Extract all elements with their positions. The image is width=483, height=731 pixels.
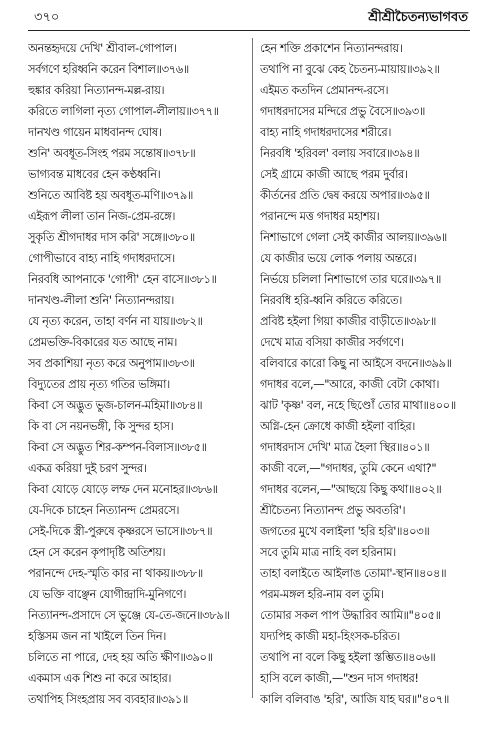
- right-column: [260, 38, 483, 710]
- verse-line: শুনি' অবধূত-সিংহ পরম সন্তোষ॥৩৭৮॥: [28, 146, 196, 160]
- verse-line: অনন্তহৃদয়ে দেখি' শ্রীবাল-গোপাল।: [28, 41, 177, 55]
- verse-line: সুকৃতি শ্রীগদাধর দাস করি' সঙ্গে॥৩৮০॥: [28, 230, 195, 244]
- verse-line: চলিতে না পারে, দেহ হয় অতি ক্ষীণ॥৩৯০॥: [28, 650, 213, 664]
- verse-line: গদাধর বলেন,—"আছয়ে কিছু কথা॥৪০২॥: [260, 482, 442, 496]
- verse-line: সর্বগণে হরিধ্বনি করেন বিশাল॥৩৭৬॥: [28, 62, 189, 76]
- verse-line: কালি বলিবাঙ 'হরি', আজি যাহ ঘর॥"৪০৭॥: [260, 692, 450, 706]
- verse-line: করিতে লাগিলা নৃত্য গোপাল-লীলায়॥৩৭৭॥: [28, 104, 219, 118]
- verse-line: গদাধরদাসের মন্দিরে প্রভু বৈসে॥৩৯৩॥: [260, 104, 425, 118]
- page-number: ৩৭০: [34, 10, 60, 25]
- verse-line: পরানন্দে মত্ত গদাধর মহাশয়।: [260, 209, 380, 223]
- verse-line: প্রেমভক্তি-বিকারের যত আছে নাম।: [28, 335, 177, 349]
- verse-line: যে ভক্তি বাঞ্ছেন যোগীন্দ্রাদি-মুনিগণে।: [28, 587, 187, 601]
- left-column: [28, 38, 256, 710]
- verse-line: কিবা সে অদ্ভুত ভুজ-চালন-মহিমা॥৩৮৪॥: [28, 398, 203, 412]
- verse-line: গদাধর বলে,—"আরে, কাজী বেটা কোথা।: [260, 377, 440, 391]
- verse-line: ভাগ্যবন্ত মাধবের হেন কণ্ঠধ্বনি।: [28, 167, 161, 181]
- verse-line: দানখণ্ড গায়েন মাধবানন্দ ঘোষ।: [28, 125, 162, 139]
- verse-line: সব প্রকাশিয়া নৃত্য করে অনুপাম॥৩৮৩॥: [28, 356, 195, 370]
- verse-line: হুঙ্কার করিয়া নিত্যানন্দ-মল্ল-রায়।: [28, 83, 165, 97]
- verse-line: শুনিতে আবিষ্ট হয় অবধূত-মণি॥৩৭৯॥: [28, 188, 194, 202]
- running-title: শ্রীশ্রীচৈতন্যভাগবত: [368, 10, 468, 25]
- verse-line: পরম-মঙ্গল হরি-নাম বল তুমি।: [260, 587, 384, 601]
- verse-line: নিরবধি 'হরিবল' বলায় সবারে॥৩৯৪॥: [260, 146, 420, 160]
- verse-line: সেই গ্রামে কাজী আছে পরম দুর্বার।: [260, 167, 408, 181]
- verse-line: পরানন্দে দেহ-স্মৃতি কার না থাকয়॥৩৮৮॥: [28, 566, 203, 580]
- verse-line: ঝাট 'কৃষ্ণ' বল, নহে ছিণ্ডোঁ তোর মাথা॥৪০০॥: [260, 398, 456, 412]
- verse-line: একত্র করিয়া দুই চরণ সুন্দর।: [28, 461, 147, 475]
- page-header: [28, 8, 468, 28]
- verse-line: বিদ্যুতের প্রায় নৃত্য গতির ভঙ্গিমা।: [28, 377, 170, 391]
- column-divider: [252, 38, 253, 698]
- verse-line: শ্রীচৈতন্য নিত্যানন্দ প্রভু অবতরি'।: [260, 503, 406, 517]
- verse-line: প্রবিষ্ট হইলা গিয়া কাজীর বাড়ীতে॥৩৯৮॥: [260, 314, 437, 328]
- verse-line: হস্তিসম জন না খাইলে তিন দিন।: [28, 629, 166, 643]
- verse-line: গদাধরদাস দেখি' মাত্র হৈলা স্থির॥৪০১॥: [260, 440, 430, 454]
- verse-line: নিরবধি হরি-ধ্বনি করিতে করিতে।: [260, 293, 402, 307]
- verse-line: যদ্যপিহ কাজী মহা-হিংসক-চরিত।: [260, 629, 400, 643]
- verse-line: জগতের মুখে বলাইলা 'হরি হরি'॥৪০৩॥: [260, 524, 430, 538]
- verse-line: কীর্তনের প্রতি দ্বেষ করয়ে অপার॥৩৯৫॥: [260, 188, 430, 202]
- verse-line: যে-দিকে চাহেন নিত্যানন্দ প্রেমরসে।: [28, 503, 180, 517]
- verse-line: এইরূপ লীলা তান নিজ-প্রেম-রঙ্গে।: [28, 209, 176, 223]
- header-rule: [28, 30, 470, 31]
- verse-line: নিশাভাগে গেলা সেই কাজীর আলয়॥৩৯৬॥: [260, 230, 447, 244]
- verse-line: দানখণ্ড-লীলা শুনি' নিত্যানন্দরায়।: [28, 293, 174, 307]
- verse-line: কাজী বলে,—"গদাধর, তুমি কেনে এথা?": [260, 461, 437, 475]
- verse-line: কি বা সে নয়নভঙ্গী, কি সুন্দর হাস।: [28, 419, 174, 433]
- verse-line: হাসি বলে কাজী,—"শুন দাস গদাধর!: [260, 671, 419, 685]
- verse-line: সবে তুমি মাত্র নাহি বল হরিনাম।: [260, 545, 396, 559]
- verse-line: বাহ্য নাহি গদাধরদাসের শরীরে।: [260, 125, 392, 139]
- verse-line: এইমত কতদিন প্রেমানন্দ-রসে।: [260, 83, 389, 97]
- verse-line: তথাপিহ সিংহপ্রায় সব ব্যবহার॥৩৯১॥: [28, 692, 189, 706]
- verse-line: দেখে মাত্র বসিয়া কাজীর সর্বগণে।: [260, 335, 404, 349]
- verse-line: যে নৃত্য করেন, তাহা বর্ণন না যায়॥৩৮২॥: [28, 314, 203, 328]
- verse-line: সেই-দিকে স্ত্রী-পুরুষে কৃষ্ণরসে ভাসে॥৩৮৭॥: [28, 524, 213, 538]
- verse-line: গোপীভাবে বাহ্য নাহি গদাধরদাসে।: [28, 251, 175, 265]
- verse-line: একমাস এক শিশু না করে আহার।: [28, 671, 172, 685]
- verse-line: তথাপি না বুঝে কেহ চৈতন্য-মায়ায়॥৩৯২॥: [260, 62, 440, 76]
- verse-line: নির্ভয়ে চলিলা নিশাভাগে তার ঘরে॥৩৯৭॥: [260, 272, 441, 286]
- verse-line: অগ্নি-হেন ক্রোধে কাজী হইলা বাহির।: [260, 419, 416, 433]
- verse-line: তাহা বলাইতে আইলাঙ তোমা'-স্থান॥৪০৪॥: [260, 566, 447, 580]
- verse-line: নিরবধি আপনাকে 'গোপী' হেন বাসে॥৩৮১॥: [28, 272, 217, 286]
- verse-line: তোমার সকল পাপ উদ্ধারিব আমি॥"৪০৫॥: [260, 608, 441, 622]
- verse-line: হেন সে করেন কৃপাদৃষ্টি অতিশয়।: [28, 545, 166, 559]
- verse-line: কিবা সে অদ্ভুত শির-কম্পন-বিলাস॥৩৮৫॥: [28, 440, 207, 454]
- verse-line: নিত্যানন্দ-প্রসাদে সে ভুঞ্জে যে-তে-জনে॥৩৮৯॥: [28, 608, 230, 622]
- verse-line: যে কাজীর ভয়ে লোক পলায় অন্তরে।: [260, 251, 417, 265]
- verse-line: তথাপি না বলে কিছু হইলা স্তম্ভিত॥৪০৬॥: [260, 650, 436, 664]
- verse-line: কিবা যোড়ে যোড়ে লম্ফ দেন মনোহর॥৩৮৬॥: [28, 482, 218, 496]
- verse-line: বলিবারে কারো কিছু না আইসে বদনে॥৩৯৯॥: [260, 356, 452, 370]
- verse-line: হেন শক্তি প্রকাশেন নিত্যানন্দরায়।: [260, 41, 403, 55]
